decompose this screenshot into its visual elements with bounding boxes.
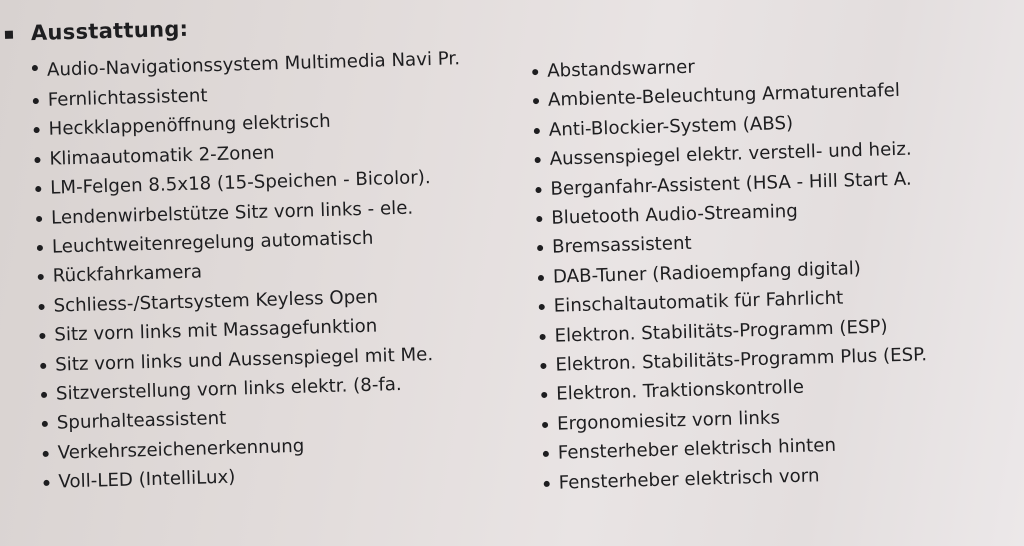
equipment-list-right — [532, 44, 1014, 498]
section-heading: Ausstattung: — [30, 16, 189, 46]
list-item: LM-Felgen 8.5x18 (15-Speichen - Bicolor). — [35, 161, 506, 204]
list-item: Sitzverstellung vorn links elektr. (8-fa. — [41, 367, 512, 410]
equipment-list-left — [32, 44, 514, 498]
list-item: Berganfahr-Assistent (HSA - Hill Start A. — [535, 162, 1006, 205]
list-item: Klimaautomatik 2-Zonen — [34, 132, 505, 175]
list-item: Einschaltautomatik für Fahrlicht — [538, 279, 1009, 322]
list-item: Aussenspiegel elektr. verstell- und heiz. — [534, 132, 1005, 175]
list-item: Fensterheber elektrisch hinten — [542, 426, 1013, 469]
list-item: Rückfahrkamera — [37, 249, 508, 292]
list-item: Ambiente-Beleuchtung Armaturentafel — [533, 73, 1004, 116]
list-item: Fensterheber elektrisch vorn — [543, 456, 1014, 499]
list-item: Fernlichtassistent — [32, 73, 503, 116]
list-item: Verkehrszeichenerkennung — [42, 426, 513, 469]
heading-row — [5, 17, 189, 46]
list-item: Spurhalteassistent — [41, 396, 512, 439]
square-bullet-icon — [5, 31, 13, 39]
list-item: Bluetooth Audio-Streaming — [536, 191, 1007, 234]
list-item: Schliess-/Startsystem Keyless Open — [38, 279, 509, 322]
list-item: Heckklappenöffnung elektrisch — [33, 102, 504, 145]
list-item: Bremsassistent — [537, 220, 1008, 263]
list-item: Sitz vorn links und Aussenspiegel mit Me. — [40, 338, 511, 381]
list-item: Lendenwirbelstütze Sitz vorn links - ele. — [36, 191, 507, 234]
list-item: Abstandswarner — [532, 44, 1003, 87]
list-item: Sitz vorn links mit Massagefunktion — [39, 308, 510, 351]
list-item: Elektron. Stabilitäts-Programm Plus (ESP. — [540, 338, 1011, 381]
list-item: Ergonomiesitz vorn links — [542, 397, 1013, 440]
list-item: Elektron. Traktionskontrolle — [541, 367, 1012, 410]
list-item: Audio-Navigationssystem Multimedia Navi Pr. — [32, 44, 488, 86]
list-item: Voll-LED (IntelliLux) — [43, 455, 514, 498]
list-item: Leuchtweitenregelung automatisch — [37, 220, 508, 263]
list-item: DAB-Tuner (Radioempfang digital) — [538, 250, 1009, 293]
list-item: Anti-Blockier-System (ABS) — [533, 103, 1004, 146]
list-item: Elektron. Stabilitäts-Programm (ESP) — [539, 309, 1010, 352]
